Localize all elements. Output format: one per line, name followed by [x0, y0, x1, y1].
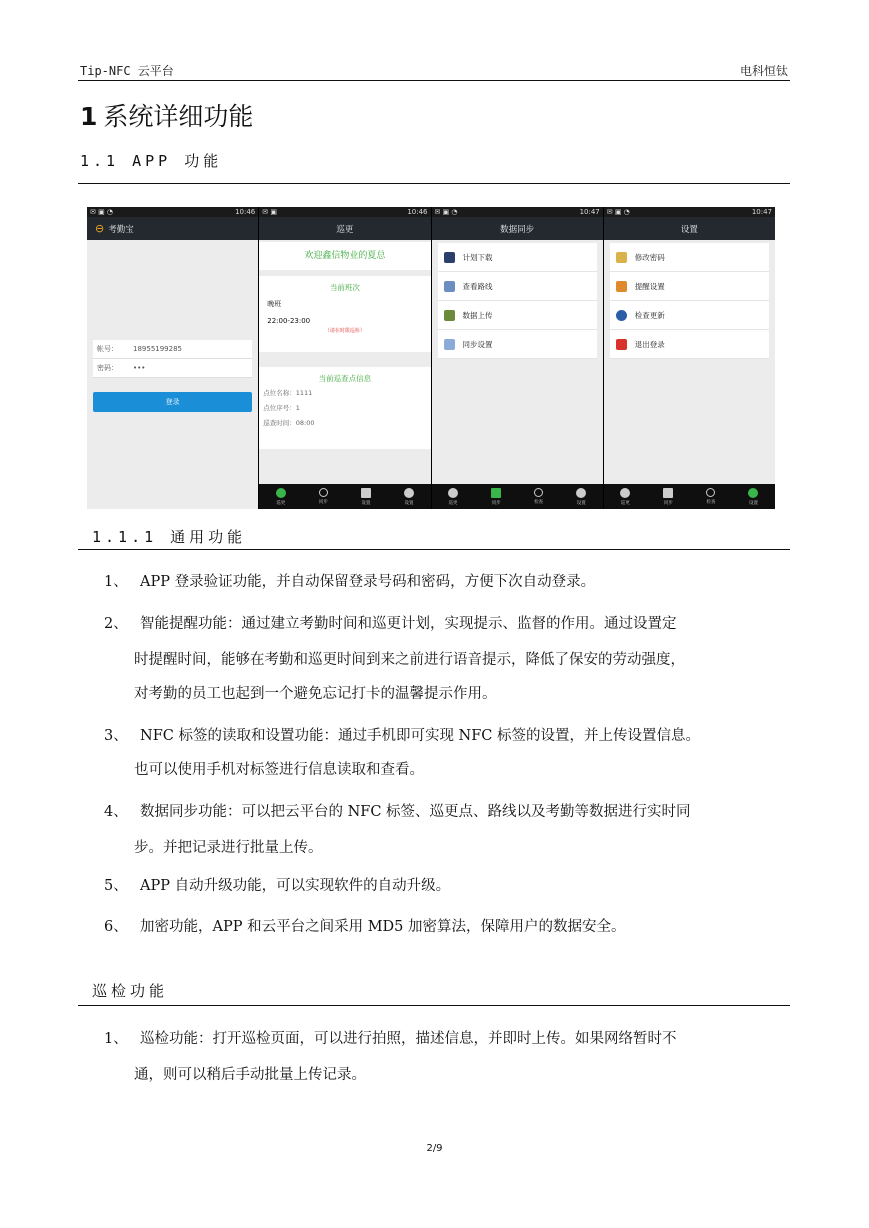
menu-data-upload[interactable]: 数据上传 [438, 301, 597, 330]
status-bar: ✉ ▣ 10:46 [259, 207, 430, 217]
patrol-screen [259, 240, 430, 509]
menu-change-password[interactable]: 修改密码 [610, 243, 769, 272]
h2-rule [78, 183, 790, 184]
header-right: 电科恒钛 [739, 64, 788, 78]
tab-settings[interactable]: 设置 [404, 488, 414, 506]
app-title: 考勤宝 [108, 224, 134, 235]
tab-check[interactable]: 检查 [534, 488, 543, 505]
reminder-icon [616, 281, 627, 292]
title-bar: 巡更 [259, 217, 430, 240]
list-item: 5、 APP 自动升级功能，可以实现软件的自动升级。 [104, 878, 451, 894]
status-bar: ✉ ▣ ◔ 10:47 [432, 207, 603, 217]
menu-view-route[interactable]: 查看路线 [438, 272, 597, 301]
tab-patrol[interactable]: 巡更 [276, 488, 286, 506]
tab-bar [432, 484, 603, 509]
menu-plan-download[interactable]: 计划下载 [438, 243, 597, 272]
sync-screen [432, 240, 603, 509]
tab-settings[interactable]: 设置 [748, 488, 758, 506]
tab-sync[interactable]: 同步 [491, 488, 501, 506]
list-item: 4、 数据同步功能：可以把云平台的 NFC 标签、巡更点、路线以及考勤等数据进行实时同 步。并把记录进行批量上传。 [104, 804, 691, 856]
status-bar: ✉ ▣ ◔ 10:46 [87, 207, 258, 217]
tab-check[interactable]: 设置 [361, 488, 371, 506]
route-icon [444, 281, 455, 292]
list-item: 3、 NFC 标签的读取和设置功能：通过手机即可实现 NFC 标签的设置，并上传设置信息。 也可以使用手机对标签进行信息读取和查看。 [104, 728, 701, 778]
tab-bar [259, 484, 430, 509]
tab-sync[interactable]: 同步 [663, 488, 673, 506]
list-item: 6、 加密功能，APP 和云平台之间采用 MD5 加密算法，保障用户的数据安全。 [104, 919, 626, 935]
download-icon [444, 252, 455, 263]
menu-sync-settings[interactable]: 同步设置 [438, 330, 597, 359]
header-rule [78, 80, 790, 81]
tab-bar [604, 484, 775, 509]
app-screenshots [87, 207, 775, 509]
welcome-text: 欢迎鑫信物业的夏总 [259, 242, 430, 270]
app-logo-icon: ⊖ [95, 222, 105, 235]
heading-1: 1 系统详细功能 [80, 102, 254, 131]
list-item: 2、 智能提醒功能：通过建立考勤时间和巡更计划，实现提示、监督的作用。通过设置定 时提醒时间，能够在考勤和巡更时间到来之前进行语音提示，降低了保安的劳动强度， 对考勤的员工也起到一个避免忘记打卡的温馨提示作用。 [104, 616, 685, 702]
settings-menu [610, 243, 769, 359]
h3b-rule [78, 1005, 790, 1006]
header-left: Tip-NFC 云平台 [80, 64, 174, 78]
tab-check[interactable]: 检查 [706, 488, 715, 505]
title-bar: 设置 [604, 217, 775, 240]
tab-patrol[interactable]: 巡更 [620, 488, 630, 506]
title-bar: 数据同步 [432, 217, 603, 240]
tab-sync[interactable]: 同步 [319, 488, 328, 505]
phone-login [87, 207, 258, 509]
phone-patrol [258, 207, 430, 509]
page-number: 2/9 [426, 1143, 443, 1154]
password-field[interactable]: 密码： ••• [93, 359, 252, 378]
title-bar [87, 217, 258, 240]
power-icon [616, 339, 627, 350]
login-button[interactable]: 登录 [93, 392, 252, 412]
status-bar: ✉ ▣ ◔ 10:47 [604, 207, 775, 217]
phone-settings [603, 207, 775, 509]
sync-settings-icon [444, 339, 455, 350]
phone-sync [431, 207, 603, 509]
menu-reminder-settings[interactable]: 提醒设置 [610, 272, 769, 301]
upload-icon [444, 310, 455, 321]
menu-logout[interactable]: 退出登录 [610, 330, 769, 359]
login-screen [87, 240, 258, 509]
sync-menu [438, 243, 597, 359]
menu-check-update[interactable]: 检查更新 [610, 301, 769, 330]
list-item: 1、 巡检功能：打开巡检页面，可以进行拍照，描述信息，并即时上传。如果网络暂时不 通，则可以稍后手动批量上传记录。 [104, 1031, 677, 1083]
heading-1-1-1: 1.1.1 通用功能 [92, 528, 247, 546]
point-card: 当前巡查点信息 点位名称：1111 点位序号：1 巡查时间：08:00 [259, 367, 430, 449]
shift-card: 当前班次 晚班 22:00-23:00 （请在时限巡检） [259, 276, 430, 352]
key-icon [616, 252, 627, 263]
heading-1-1: 1.1 APP 功能 [80, 152, 223, 170]
settings-screen [604, 240, 775, 509]
account-field[interactable]: 帐号： 18955199285 [93, 340, 252, 359]
tab-settings[interactable]: 设置 [576, 488, 586, 506]
h3-rule [78, 549, 790, 550]
heading-inspection: 巡检功能 [92, 982, 169, 1000]
list-item: 1、 APP 登录验证功能，并自动保留登录号码和密码，方便下次自动登录。 [104, 574, 596, 590]
tab-patrol[interactable]: 巡更 [448, 488, 458, 506]
update-icon [616, 310, 627, 321]
